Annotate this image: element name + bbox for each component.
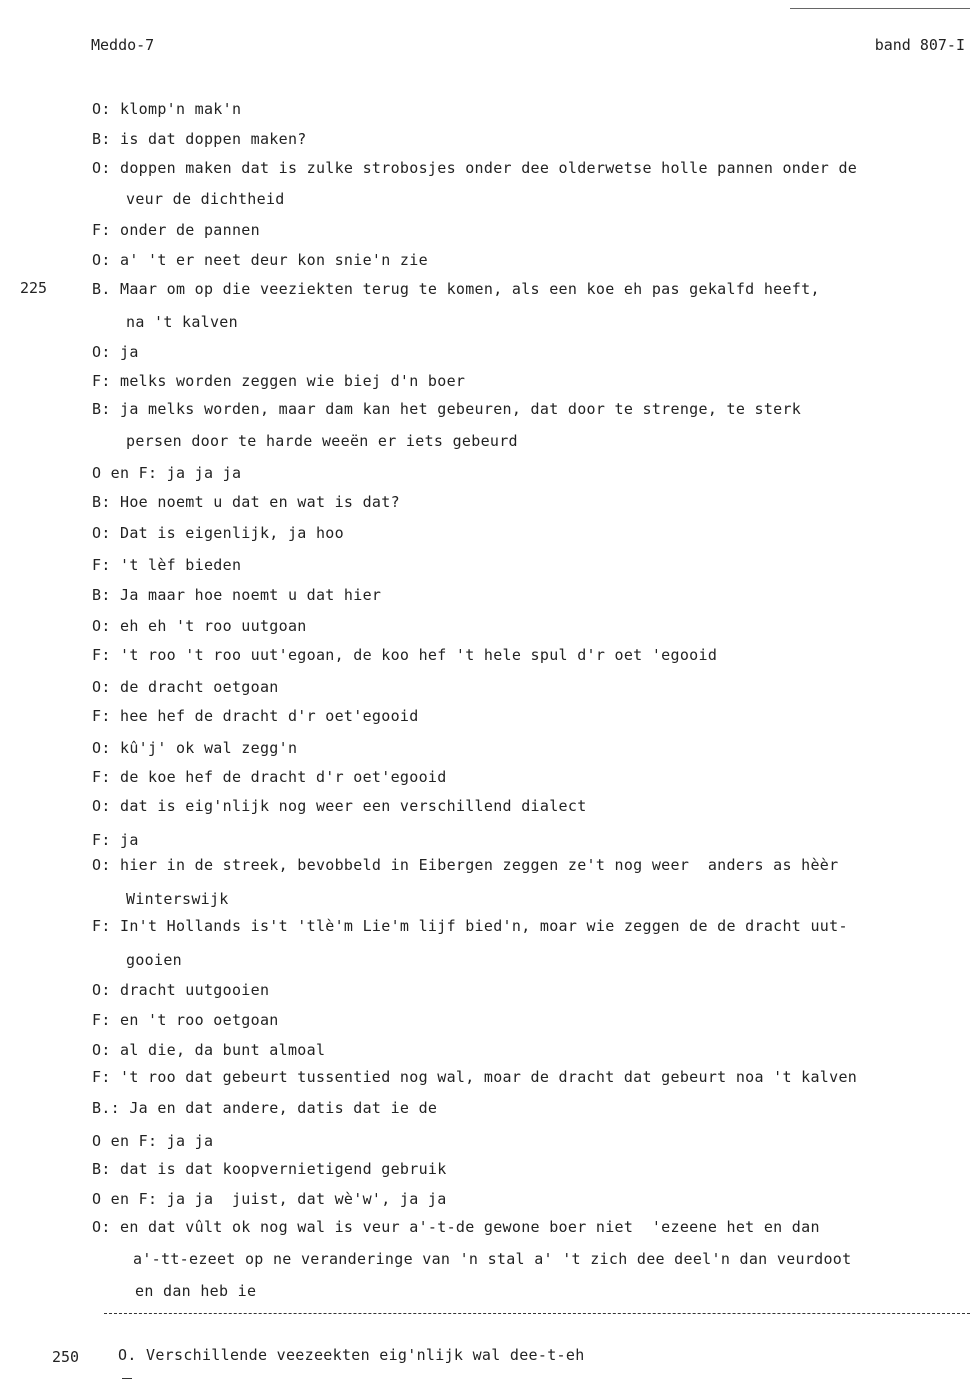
transcript-line: O: en dat vûlt ok nog wal is veur a'-t-de gewone boer niet 'ezeene het en dan (92, 1218, 820, 1236)
transcript-line: F: de koe hef de dracht d'r oet'egooid (92, 768, 447, 786)
transcript-line: F: In't Hollands is't 'tlè'm Lie'm lijf bied'n, moar wie zeggen de de dracht uut- (92, 917, 848, 935)
transcript-line: O: Dat is eigenlijk, ja hoo (92, 524, 344, 542)
transcript-line: a'-tt-ezeet op ne veranderinge van 'n stal a' 't zich dee deel'n dan veurdoot (133, 1250, 852, 1268)
header-location: Meddo-7 (91, 36, 155, 54)
transcript-line: O. Verschillende veezeekten eig'nlijk wal dee-t-eh (118, 1346, 585, 1364)
transcript-line: en dan heb ie (135, 1282, 257, 1300)
transcript-line: B.: Ja en dat andere, datis dat ie de (92, 1099, 438, 1117)
transcript-line: O: kû'j' ok wal zegg'n (92, 739, 298, 757)
transcript-line: O: al die, da bunt almoal (92, 1041, 326, 1059)
transcript-line: gooien (126, 951, 182, 969)
transcript-line: F: 't lèf bieden (92, 556, 242, 574)
transcript-line: O: hier in de streek, bevobbeld in Eibergen zeggen ze't nog weer anders as hèèr (92, 856, 839, 874)
transcript-line: B: Hoe noemt u dat en wat is dat? (92, 493, 400, 511)
transcript-line: B: ja melks worden, maar dam kan het gebeuren, dat door te strenge, te sterk (92, 400, 802, 418)
line-number-225: 225 (20, 279, 48, 297)
transcript-line: O: ja (92, 343, 139, 361)
transcript-line: F: ja (92, 831, 139, 849)
transcript-line: F: 't roo 't roo uut'egoan, de koo hef 't hele spul d'r oet 'egooid (92, 646, 718, 664)
transcript-line: O: doppen maken dat is zulke strobosjes onder dee olderwetse holle pannen onder de (92, 159, 858, 177)
transcript-line: O: a' 't er neet deur kon snie'n zie (92, 251, 428, 269)
transcript-line: O: klomp'n mak'n (92, 100, 242, 118)
transcript-line: F: onder de pannen (92, 221, 260, 239)
transcript-line: Winterswijk (126, 890, 229, 908)
transcript-line: veur de dichtheid (126, 190, 285, 208)
transcript-line: F: hee hef de dracht d'r oet'egooid (92, 707, 419, 725)
transcript-line: F: en 't roo oetgoan (92, 1011, 279, 1029)
transcript-line: F: 't roo dat gebeurt tussentied nog wal, moar de dracht dat gebeurt noa 't kalven (92, 1068, 858, 1086)
transcript-line: persen door te harde weeën er iets gebeurd (126, 432, 518, 450)
transcript-line: O en F: ja ja ja (92, 464, 242, 482)
trailing-mark (122, 1378, 132, 1379)
line-number-250: 250 (52, 1348, 80, 1366)
transcript-line: F: melks worden zeggen wie biej d'n boer (92, 372, 466, 390)
transcript-line: O en F: ja ja (92, 1132, 214, 1150)
transcript-line: B: Ja maar hoe noemt u dat hier (92, 586, 382, 604)
transcript-line: B. Maar om op die veeziekten terug te komen, als een koe eh pas gekalfd heeft, (92, 280, 820, 298)
section-divider (104, 1313, 970, 1314)
header-tape: band 807-I (874, 36, 965, 54)
top-rule (790, 8, 970, 9)
transcript-line: O en F: ja ja juist, dat wè'w', ja ja (92, 1190, 447, 1208)
transcript-line: O: eh eh 't roo uutgoan (92, 617, 307, 635)
transcript-line: B: dat is dat koopvernietigend gebruik (92, 1160, 447, 1178)
transcript-line: B: is dat doppen maken? (92, 130, 307, 148)
transcript-line: O: de dracht oetgoan (92, 678, 279, 696)
transcript-line: O: dracht uutgooien (92, 981, 270, 999)
transcript-line: na 't kalven (126, 313, 238, 331)
transcript-line: O: dat is eig'nlijk nog weer een verschillend dialect (92, 797, 587, 815)
